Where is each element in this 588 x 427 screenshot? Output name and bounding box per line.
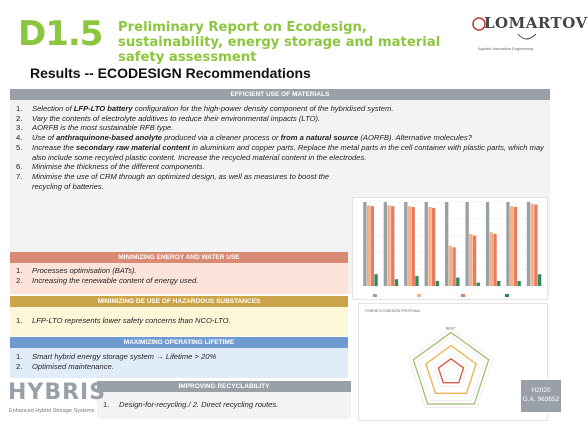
grant-number: G.A. 963652 xyxy=(522,396,560,403)
legend-swatch xyxy=(417,294,421,297)
bar xyxy=(395,279,398,286)
header xyxy=(0,0,588,65)
bar xyxy=(432,208,435,286)
lifetime-list xyxy=(10,348,348,371)
lifetime-heading: MAXIMIZING OPERATING LIFETIME xyxy=(10,337,348,348)
hybris-subtitle: Enhanced Hybrid Storage Systems xyxy=(9,408,95,414)
bar xyxy=(517,281,520,286)
list-item: 1. LFP-LTO represents lower safety concerns than NCO-LTO. xyxy=(16,316,231,325)
bar xyxy=(538,274,541,286)
radar-grid xyxy=(409,328,493,408)
list-item: 2. Optimised maintenance. xyxy=(16,361,114,371)
energy-list xyxy=(10,263,348,285)
list-item: 6. Minimise the thickness of the different components. xyxy=(16,162,205,172)
list-item: 5. Increase the secondary raw material content in aluminium and copper parts. Replace the metal parts in the cell container with plastic parts, which may also include some recycled plastic content. Increase the recycled material content in the electrodes. xyxy=(16,142,544,162)
logo-text: LOMARTOV xyxy=(484,14,588,32)
bar xyxy=(534,205,537,286)
bar xyxy=(473,236,476,286)
bar xyxy=(465,202,468,286)
bar xyxy=(490,232,493,286)
legend-swatch xyxy=(505,294,509,297)
bar-chart xyxy=(352,197,548,300)
list-item: 2. Increasing the renewable content of energy used. xyxy=(16,275,199,285)
bar xyxy=(486,202,489,286)
bar xyxy=(506,202,509,286)
logo-subtitle: Applied Innovation Engineering xyxy=(478,46,534,51)
bar xyxy=(408,206,411,286)
bar xyxy=(477,283,480,286)
recycling-heading: IMPROVING RECYCLABILITY xyxy=(97,381,351,392)
list-item: 3. AORFB is the most sustainable RFB type. xyxy=(16,123,174,133)
bar xyxy=(452,247,455,286)
bar xyxy=(510,206,513,286)
bar xyxy=(469,234,472,286)
bar xyxy=(367,205,370,286)
list-item: 1. Smart hybrid energy storage system → Lifetime > 20% xyxy=(16,352,217,361)
recycling-list xyxy=(97,392,351,410)
bar xyxy=(425,202,428,286)
efficient-list xyxy=(10,100,550,191)
bar xyxy=(363,202,366,286)
list-item: 4. Use of anthraquinone-based anolyte produced via a cleaner process or from a natural source (AORFB). Alternative molecules? xyxy=(16,133,472,143)
hazard-list xyxy=(10,307,348,326)
bar-chart-svg xyxy=(353,198,549,301)
legend-swatch xyxy=(373,294,377,297)
hazard-heading: MINIMIZING DE USE OF HAZARDOUS SUBSTANCES xyxy=(10,296,348,307)
lifetime-box xyxy=(10,337,348,378)
section-title: Results -- ECODESIGN Recommendations xyxy=(30,65,311,81)
radar-grid xyxy=(443,363,460,379)
bar xyxy=(531,204,534,286)
bar xyxy=(493,234,496,286)
lomartov-logo xyxy=(470,12,588,52)
list-item: 1. Processes optimisation (BATs). xyxy=(16,266,137,275)
bar xyxy=(527,202,530,286)
bar xyxy=(371,206,374,286)
energy-heading: MINIMIZING ENERGY AND WATER USE xyxy=(10,252,348,263)
recycling-box xyxy=(97,381,351,419)
deliverable-code: D1.5 xyxy=(18,14,103,54)
bar xyxy=(436,281,439,286)
list-item: 7. Minimise the use of CRM through an optimized design, as well as measures to boost the recycling of batteries. xyxy=(16,171,330,191)
list-item: 1. Design-for-recycling./ 2. Direct recycling routes. xyxy=(103,400,279,409)
bar xyxy=(514,207,517,286)
radar-best-label: BEST xyxy=(446,326,456,331)
list-item: 2. Vary the contents of electrolyte additives to reduce their environmental impacts (LTO). xyxy=(16,113,321,123)
bar xyxy=(387,205,390,286)
bar xyxy=(391,206,394,286)
bar xyxy=(384,202,387,286)
grant-program: H2020 xyxy=(531,387,551,394)
bar xyxy=(415,276,418,286)
bar xyxy=(374,274,377,286)
bar xyxy=(497,281,500,286)
hybris-logo: HYBRIS xyxy=(8,380,107,405)
hazard-box xyxy=(10,296,348,336)
radar-chart xyxy=(358,303,548,421)
grant-badge xyxy=(521,380,561,412)
bar xyxy=(404,202,407,286)
bar xyxy=(449,246,452,286)
legend-swatch xyxy=(461,294,465,297)
bar xyxy=(456,278,459,286)
bar xyxy=(445,202,448,286)
list-item: 1. Selection of LFP-LTO battery configuration for the high-power density component of the hybridised system. xyxy=(16,104,394,113)
efficient-heading: EFFICIENT USE OF MATERIALS xyxy=(10,89,550,100)
bar xyxy=(412,207,415,286)
energy-box xyxy=(10,252,348,294)
radar-title: HYBRID ECODESIGN PROPOSAL xyxy=(365,309,421,313)
bar xyxy=(428,207,431,286)
report-title: Preliminary Report on Ecodesign, sustainability, energy storage and material safety assessment xyxy=(118,20,441,65)
